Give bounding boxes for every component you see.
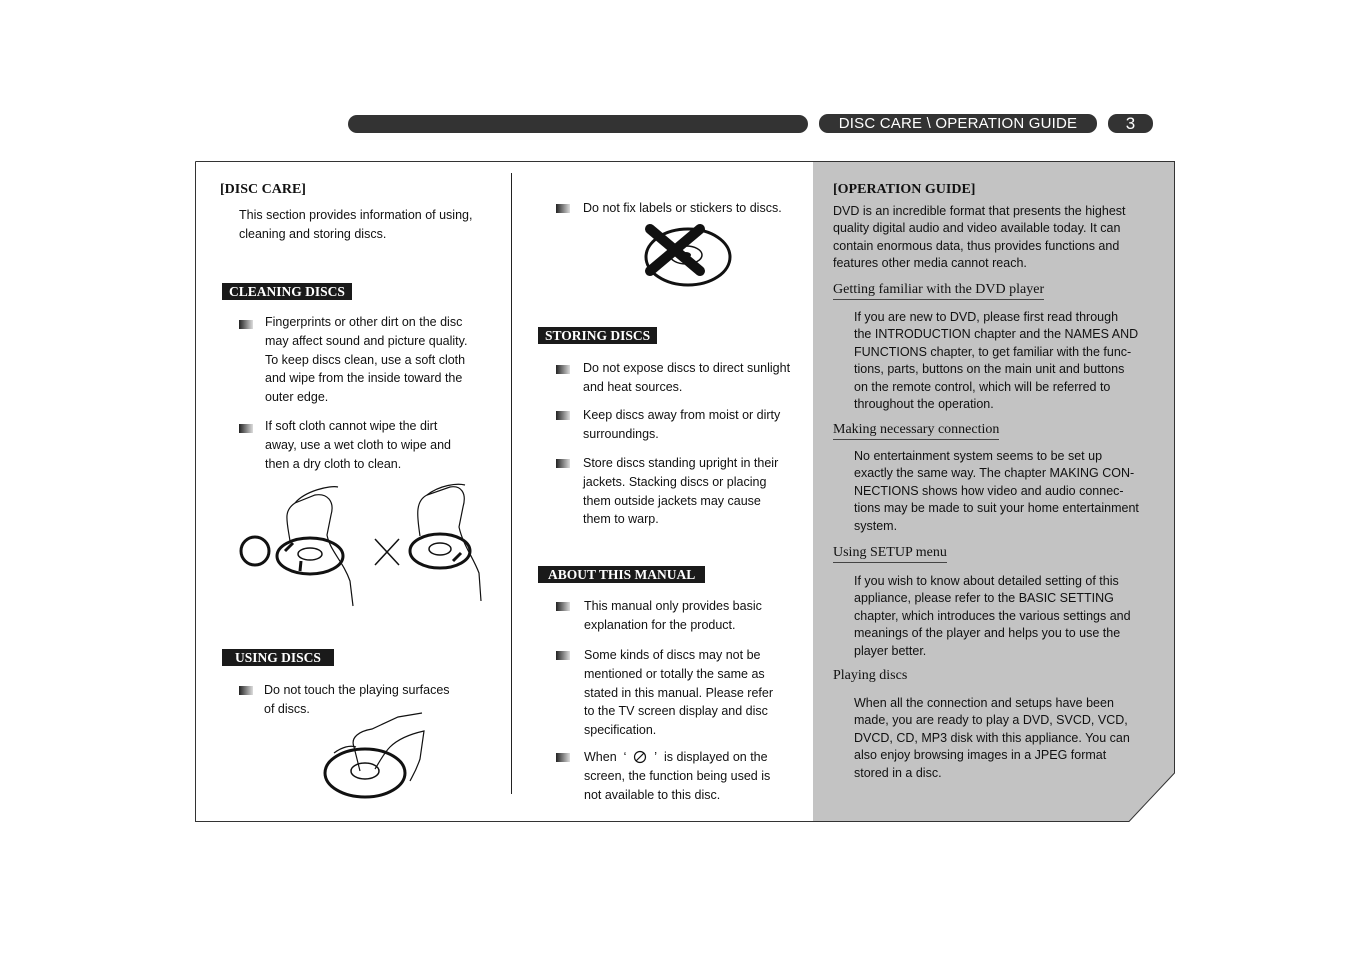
text-line: To keep discs clean, use a soft cloth <box>265 352 466 367</box>
disc-wipe-correct-icon <box>277 487 353 606</box>
when-rest: is displayed on the <box>664 750 768 764</box>
labels-item <box>583 199 813 218</box>
text-line: surroundings. <box>583 426 659 441</box>
text-line: If you wish to know about detailed setting of this <box>854 574 1119 588</box>
quote-close: ’ <box>654 750 658 764</box>
bullet-icon <box>239 686 253 695</box>
text-line: features other media cannot reach. <box>833 256 1027 271</box>
text-line: Store discs standing upright in their <box>583 456 779 470</box>
section-title-setup-menu: Using SETUP menu <box>833 545 947 563</box>
text-line: When all the connection and setups have been <box>854 696 1114 710</box>
storing-item-2 <box>583 406 813 444</box>
text-line: and wipe from the inside toward the <box>265 371 463 386</box>
section-body-connection <box>854 448 1164 535</box>
text-line: mentioned or totally the same as <box>584 666 765 681</box>
cleaning-item-1 <box>265 313 505 407</box>
text-line: appliance, please refer to the BASIC SETTING <box>854 591 1114 606</box>
text-line: them to warp. <box>583 512 659 527</box>
cleaning-item-2 <box>265 417 505 473</box>
bullet-icon <box>556 411 570 420</box>
storing-discs-tag: STORING DISCS <box>538 327 657 344</box>
operation-intro <box>833 203 1163 273</box>
text-line: chapter, which introduces the various settings and <box>854 608 1131 623</box>
text-line: quality digital audio and video available today. It can <box>833 221 1121 236</box>
no-labels-disc-illustration <box>640 221 735 291</box>
operation-guide-heading: [OPERATION GUIDE] <box>833 182 976 197</box>
text-line: No entertainment system seems to be set up <box>854 449 1103 463</box>
section-body-getting-familiar <box>854 309 1164 413</box>
text-line: exactly the same way. The chapter MAKING CON- <box>854 466 1135 481</box>
text-line: Fingerprints or other dirt on the disc <box>265 315 463 329</box>
text-line: away, use a wet cloth to wipe and <box>265 437 451 452</box>
text-line: explanation for the product. <box>584 617 736 632</box>
text-line: Do not fix labels or stickers to discs. <box>583 201 782 215</box>
text-line: FUNCTIONS chapter, to get familiar with the func- <box>854 344 1132 359</box>
bullet-icon <box>239 424 253 433</box>
text-line: and heat sources. <box>583 379 683 394</box>
text-line: to the TV screen display and disc <box>584 704 768 719</box>
cleaning-illustration <box>235 481 485 611</box>
manual-item-3 <box>584 748 814 804</box>
cleaning-discs-tag: CLEANING DISCS <box>222 283 352 300</box>
section-title-playing-discs: Playing discs <box>833 668 908 683</box>
correct-circle-icon <box>241 537 269 565</box>
manual-item-1 <box>584 597 814 635</box>
text-line: of discs. <box>264 701 310 716</box>
text-line: Keep discs away from moist or dirty <box>583 408 781 422</box>
text-line: NECTIONS shows how video and audio connec- <box>854 483 1124 498</box>
bullet-icon <box>556 602 570 611</box>
bullet-icon <box>239 320 253 329</box>
touching-disc-illustration <box>320 711 430 803</box>
text-line: may affect sound and picture quality. <box>265 333 468 348</box>
text-line: system. <box>854 518 898 533</box>
disc-wipe-wrong-icon <box>410 484 481 601</box>
disc-care-heading: [DISC CARE] <box>220 182 306 197</box>
text-line: jackets. Stacking discs or placing <box>583 474 767 489</box>
section-title-getting-familiar: Getting familiar with the DVD player <box>833 282 1044 300</box>
text-line: Do not touch the playing surfaces <box>264 683 450 697</box>
storing-item-1 <box>583 359 813 397</box>
section-body-playing-discs <box>854 695 1164 782</box>
text-line: If you are new to DVD, please first read through <box>854 310 1119 324</box>
text-line: made, you are ready to play a DVD, SVCD, VCD, <box>854 713 1128 728</box>
disc-care-intro <box>239 206 509 244</box>
text-line: on the remote control, which will be referred to <box>854 379 1111 394</box>
header-title: DISC CARE \ OPERATION GUIDE <box>819 114 1097 133</box>
when-line <box>584 748 814 767</box>
intro-line: This section provides information of using, <box>239 208 473 222</box>
text-line: player better. <box>854 643 927 658</box>
text-line: contain enormous data, thus provides functions and <box>833 238 1120 253</box>
header-bar <box>348 115 808 133</box>
text-line: screen, the function being used is <box>584 768 771 783</box>
text-line: This manual only provides basic <box>584 599 762 613</box>
x-mark-icon <box>375 539 399 565</box>
section-title-connection: Making necessary connection <box>833 422 999 440</box>
text-line: Some kinds of discs may not be <box>584 648 761 662</box>
bullet-icon <box>556 459 570 468</box>
section-body-setup-menu <box>854 573 1164 660</box>
bullet-icon <box>556 753 570 762</box>
quote-open: ‘ <box>623 750 627 764</box>
text-line: not available to this disc. <box>584 787 721 802</box>
page-number: 3 <box>1108 114 1153 133</box>
text-line: meanings of the player and helps you to use the <box>854 626 1121 641</box>
prohibited-icon <box>633 750 647 764</box>
text-line: also enjoy browsing images in a JPEG format <box>854 748 1107 763</box>
about-manual-tag: ABOUT THIS MANUAL <box>538 566 705 583</box>
text-line: stored in a disc. <box>854 765 942 780</box>
intro-line: cleaning and storing discs. <box>239 226 387 241</box>
column-divider <box>511 173 512 794</box>
bullet-icon <box>556 651 570 660</box>
page-frame <box>195 161 1175 822</box>
manual-item-2 <box>584 646 814 740</box>
using-discs-tag: USING DISCS <box>222 649 334 666</box>
text-line: outer edge. <box>265 390 329 405</box>
bullet-icon <box>556 204 570 213</box>
text-line: then a dry cloth to clean. <box>265 456 402 471</box>
text-line: DVCD, CD, MP3 disk with this appliance. You can <box>854 730 1130 745</box>
text-line: the INTRODUCTION chapter and the NAMES AND <box>854 327 1139 342</box>
when-word: When <box>584 750 617 764</box>
text-line: specification. <box>584 723 657 738</box>
bullet-icon <box>556 365 570 374</box>
text-line: stated in this manual. Please refer <box>584 685 773 700</box>
text-line: If soft cloth cannot wipe the dirt <box>265 419 438 433</box>
text-line: them outside jackets may cause <box>583 493 761 508</box>
storing-item-3 <box>583 454 813 529</box>
text-line: DVD is an incredible format that presents the highest <box>833 204 1126 218</box>
text-line: throughout the operation. <box>854 397 994 412</box>
text-line: Do not expose discs to direct sunlight <box>583 361 791 375</box>
text-line: tions may be made to suit your home entertainment <box>854 501 1139 516</box>
text-line: tions, parts, buttons on the main unit and buttons <box>854 362 1125 377</box>
